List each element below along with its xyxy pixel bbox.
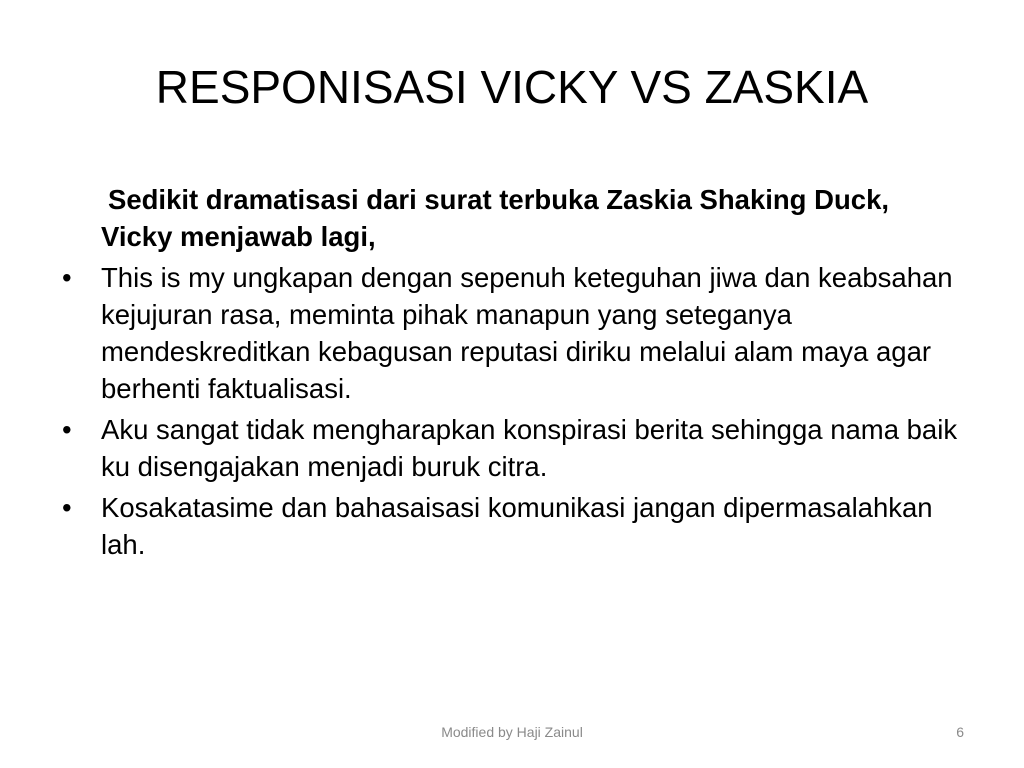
bullet-icon: • xyxy=(62,492,72,523)
slide-body xyxy=(60,181,960,567)
bullet-icon: • xyxy=(62,262,72,293)
bullet-item xyxy=(60,259,960,407)
bullet-text: This is my ungkapan dengan sepenuh keteguhan jiwa dan keabsahan kejujuran rasa, meminta pihak manapun yang seteganya mendeskreditkan kebagusan reputasi diriku melalui alam maya agar berhenti faktualisasi. xyxy=(101,262,953,404)
bullet-item xyxy=(60,411,960,485)
intro-paragraph: Sedikit dramatisasi dari surat terbuka Zaskia Shaking Duck, Vicky menjawab lagi, xyxy=(101,184,889,252)
footer-text: Modified by Haji Zainul xyxy=(441,724,583,740)
bullet-item xyxy=(60,489,960,563)
bullet-text: Aku sangat tidak mengharapkan konspirasi berita sehingga nama baik ku disengajakan menjadi buruk citra. xyxy=(101,414,958,482)
slide-title: RESPONISASI VICKY VS ZASKIA xyxy=(155,61,869,113)
bullet-text: Kosakatasime dan bahasaisasi komunikasi jangan dipermasalahkan lah. xyxy=(101,492,933,560)
bullet-icon: • xyxy=(62,414,72,445)
page-number: 6 xyxy=(956,724,964,740)
